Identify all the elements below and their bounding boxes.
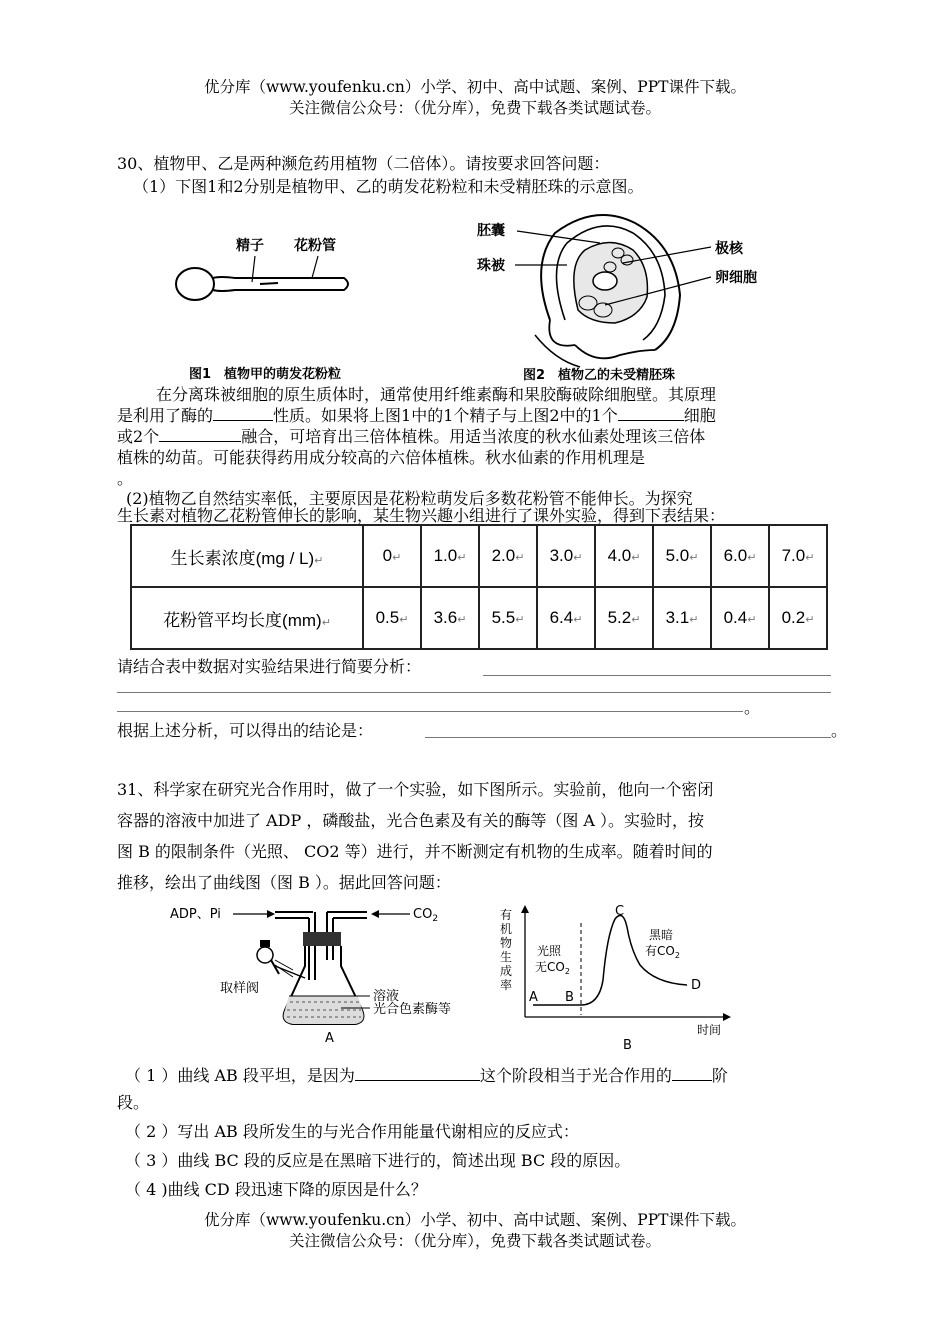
label-adp-pi: ADP、Pi <box>170 907 221 922</box>
answer-blank-ab-reason[interactable] <box>355 1065 480 1081</box>
figure-a-flask <box>165 900 485 1050</box>
svg-text:率: 率 <box>500 978 513 992</box>
q31-line2: 容器的溶液中加进了 ADP ，磷酸盐，光合色素及有关的酶等（图 A ）。实验时，按 <box>117 811 705 830</box>
table-row-header: 花粉管平均长度(mm)↵ <box>131 587 363 649</box>
page-footer-line2: 关注微信公众号：（优分库），免费下载各类试题试卷。 <box>288 1232 661 1250</box>
analysis-end-mark: 。 <box>744 698 761 717</box>
table-cell: 7.0↵ <box>769 525 827 587</box>
label-light-no-co2-1: 光照 <box>537 944 562 958</box>
point-b: B <box>565 990 574 1005</box>
label-light-no-co2-2: 无$CO_2$ <box>535 960 570 976</box>
answer-blank-stage[interactable] <box>672 1065 712 1081</box>
table-row-header: 生长素浓度(mg / L)↵ <box>131 525 363 587</box>
svg-text:有: 有 <box>500 908 513 922</box>
answer-line-analysis-1[interactable] <box>483 675 831 676</box>
label-co2-in: $CO_2$ <box>413 907 439 924</box>
q30-part1-intro: （1）下图1和2分别是植物甲、乙的萌发花粉粒和未受精胚珠的示意图。 <box>133 177 644 196</box>
table-cell: 0.4↵ <box>711 587 769 649</box>
label-embryo-sac: 胚囊 <box>477 223 505 239</box>
table-cell: 5.0↵ <box>653 525 711 587</box>
page-footer-line1: 优分库（www.youfenku.cn）小学、初中、高中试题、案例、PPT课件下载。 <box>203 1211 747 1229</box>
y-axis-label <box>500 908 512 992</box>
figB-caption: B <box>623 1038 632 1053</box>
table-cell: 3.6↵ <box>421 587 479 649</box>
svg-text:成: 成 <box>500 964 513 978</box>
table-cell: 6.0↵ <box>711 525 769 587</box>
conclusion-end-mark: 。 <box>831 721 848 740</box>
q31-sub1-line1: （ 1 ）曲线 AB 段平坦，是因为 这个阶段相当于光合作用的 阶 <box>125 1066 728 1085</box>
q30-p1-line4: 植株的幼苗。可能获得药用成分较高的六倍体植株。秋水仙素的作用机理是 <box>117 448 646 467</box>
page-header-line2: 关注微信公众号：（优分库），免费下载各类试题试卷。 <box>288 99 661 117</box>
label-egg-cell: 卵细胞 <box>715 270 757 286</box>
point-c: C <box>615 905 625 919</box>
svg-text:生: 生 <box>500 950 513 964</box>
table-cell: 2.0↵ <box>479 525 537 587</box>
q30-p2-line1: (2)植物乙自然结实率低，主要原因是花粉粒萌发后多数花粉管不能伸长。为探究 <box>126 489 693 508</box>
answer-blank-cell-1[interactable] <box>618 405 684 421</box>
pollen-tube <box>213 277 348 291</box>
q30-conclusion-prompt: 根据上述分析，可以得出的结论是： <box>117 721 374 740</box>
table-cell: 0.5↵ <box>363 587 421 649</box>
q31-line4: 推移，绘出了曲线图（图 B ）。据此回答问题： <box>117 873 451 892</box>
table-cell: 3.0↵ <box>537 525 595 587</box>
q30-p1-line1: 在分离珠被细胞的原生质体时，通常使用纤维素酶和果胶酶破除细胞壁。其原理 <box>156 385 717 404</box>
figure-b-curve <box>495 905 765 1055</box>
figure-1-pollen-grain <box>160 228 420 388</box>
label-dark-co2-2: 有$CO_2$ <box>645 944 680 960</box>
auxin-pollen-tube-table <box>130 524 828 650</box>
q30-p2-line2: 生长素对植物乙花粉管伸长的影响，某生物兴趣小组进行了课外实验，得到下表结果： <box>117 506 726 525</box>
table-cell: 6.4↵ <box>537 587 595 649</box>
label-pollen-tube: 花粉管 <box>294 238 336 254</box>
label-polar-nuclei: 极核 <box>715 241 743 257</box>
table-cell: 1.0↵ <box>421 525 479 587</box>
label-sperm: 精子 <box>236 238 264 254</box>
q31-line3: 图 B 的限制条件（光照、 CO2 等）进行，并不断测定有机物的生成率。随着时间的 <box>117 842 713 861</box>
table-cell: 0↵ <box>363 525 421 587</box>
q30-p1-line2: 是利用了酶的 性质。如果将上图1中的1个精子与上图2中的1个 细胞 <box>117 406 716 425</box>
table-row <box>131 525 827 587</box>
label-dark-co2-1: 黑暗 <box>649 928 674 942</box>
pollen-grain-body <box>176 268 214 300</box>
page-header-line1: 优分库（www.youfenku.cn）小学、初中、高中试题、案例、PPT课件下载。 <box>203 78 747 96</box>
q30-stem: 30、植物甲、乙是两种濒危药用植物（二倍体）。请按要求回答问题： <box>117 154 610 173</box>
q30-p1-line3: 或2个 融合，可培育出三倍体植株。用适当浓度的秋水仙素处理该三倍体 <box>117 427 706 446</box>
svg-text:机: 机 <box>500 922 513 936</box>
label-sampling-valve: 取样阀 <box>220 981 260 996</box>
fig2-caption: 图2 植物乙的未受精胚珠 <box>523 368 676 383</box>
answer-blank-enzyme-property[interactable] <box>213 405 273 421</box>
answer-line-conclusion[interactable] <box>425 737 831 738</box>
table-cell: 5.5↵ <box>479 587 537 649</box>
label-solution: 溶液 <box>373 989 400 1004</box>
answer-line-analysis-2[interactable] <box>117 692 831 693</box>
x-axis-label: 时间 <box>697 1023 722 1037</box>
figA-caption: A <box>325 1031 334 1046</box>
q31-sub2: （ 2 ）写出 AB 段所发生的与光合作用能量代谢相应的反应式： <box>125 1122 579 1141</box>
point-d: D <box>691 978 702 993</box>
point-a: A <box>529 990 538 1005</box>
label-integument: 珠被 <box>477 258 505 274</box>
fig1-caption: 图1 植物甲的萌发花粉粒 <box>189 367 342 382</box>
svg-text:物: 物 <box>500 936 513 950</box>
table-cell: 3.1↵ <box>653 587 711 649</box>
answer-blank-cell-2[interactable] <box>159 426 241 442</box>
q30-analysis-prompt: 请结合表中数据对实验结果进行简要分析： <box>117 657 422 676</box>
table-cell: 5.2↵ <box>595 587 653 649</box>
q30-p1-line5: 。 <box>117 469 134 488</box>
table-cell: 4.0↵ <box>595 525 653 587</box>
table-cell: 0.2↵ <box>769 587 827 649</box>
light-bulb-icon <box>257 947 273 963</box>
q31-line1: 31、科学家在研究光合作用时，做了一个实验，如下图所示。实验前，他向一个密闭 <box>117 780 714 799</box>
figure-2-ovule <box>455 205 785 385</box>
q31-sub3: （ 3 ）曲线 BC 段的反应是在黑暗下进行的，简述出现 BC 段的原因。 <box>125 1151 631 1170</box>
answer-line-analysis-3[interactable] <box>117 711 743 712</box>
q31-sub1-line2: 段。 <box>117 1093 150 1112</box>
label-pigments-enzymes: 光合色素酶等 <box>373 1002 452 1017</box>
q31-sub4: （ 4 )曲线 CD 段迅速下降的原因是什么？ <box>125 1180 427 1199</box>
table-row <box>131 587 827 649</box>
